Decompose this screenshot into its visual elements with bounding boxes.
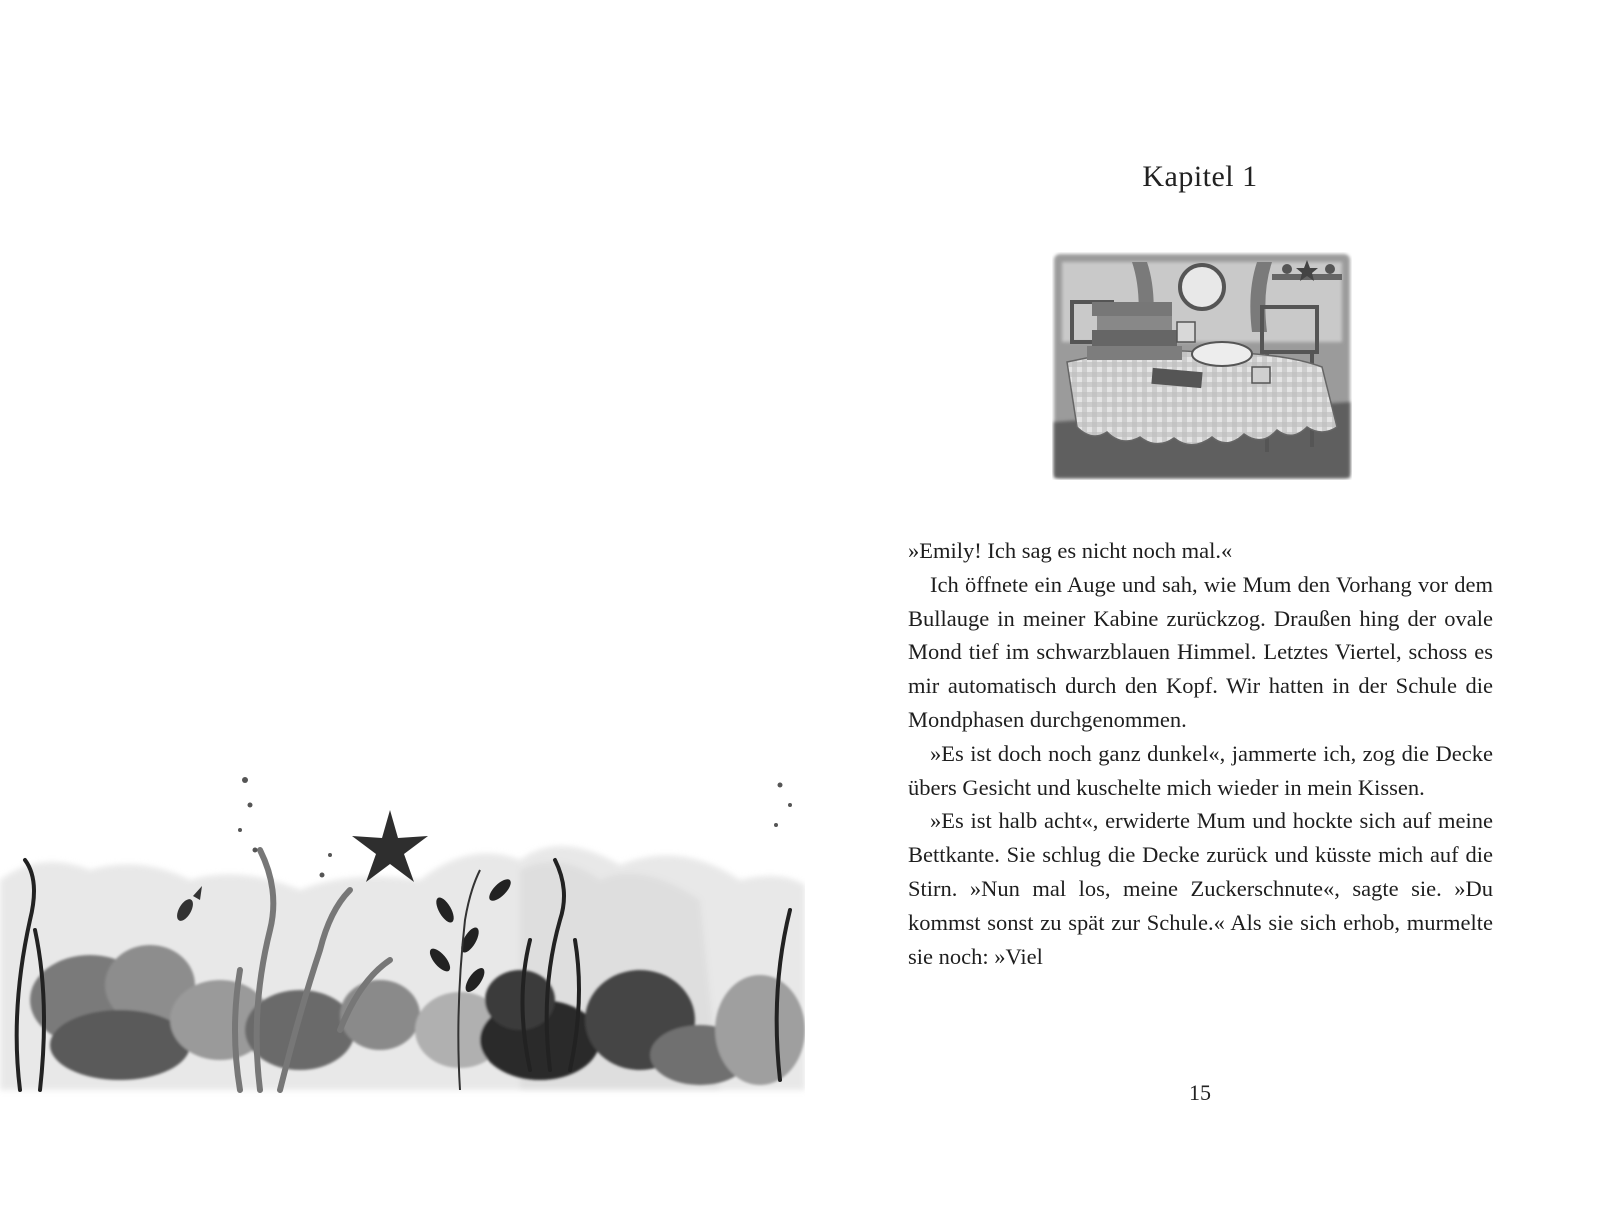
paragraph: »Emily! Ich sag es nicht noch mal.« — [908, 538, 1233, 563]
paragraph: »Es ist doch noch ganz dunkel«, jammerte ich, zog die Decke übers Gesicht und kuschelte mich wieder in mein Kissen. — [908, 740, 1493, 800]
cabin-table-illustration — [1052, 252, 1352, 480]
underwater-seabed-illustration — [0, 770, 805, 1110]
paragraph: »Es ist halb acht«, erwiderte Mum und hockte sich auf meine Bettkante. Sie schlug die Decke zurück und küsste mich auf die Stirn. »Nun mal los, meine Zuckerschnute«, sagte sie. »Du kommst sonst zu spät zur Schule.« Als sie sich erhob, murmelte sie noch: »Viel — [908, 808, 1493, 969]
right-page — [800, 0, 1600, 1228]
chapter-title: Kapitel 1 — [1142, 160, 1258, 193]
paragraph: Ich öffnete ein Auge und sah, wie Mum den Vorhang vor dem Bullauge in meiner Kabine zurückzog. Draußen hing der ovale Mond tief im schwarzblauen Himmel. Letztes Viertel, schoss es mir automatisch durch den Kopf. Wir hatten in der Schule die Mondphasen durchgenommen. — [908, 571, 1493, 732]
page-number: 15 — [1189, 1080, 1211, 1105]
chapter-text — [908, 534, 1493, 973]
